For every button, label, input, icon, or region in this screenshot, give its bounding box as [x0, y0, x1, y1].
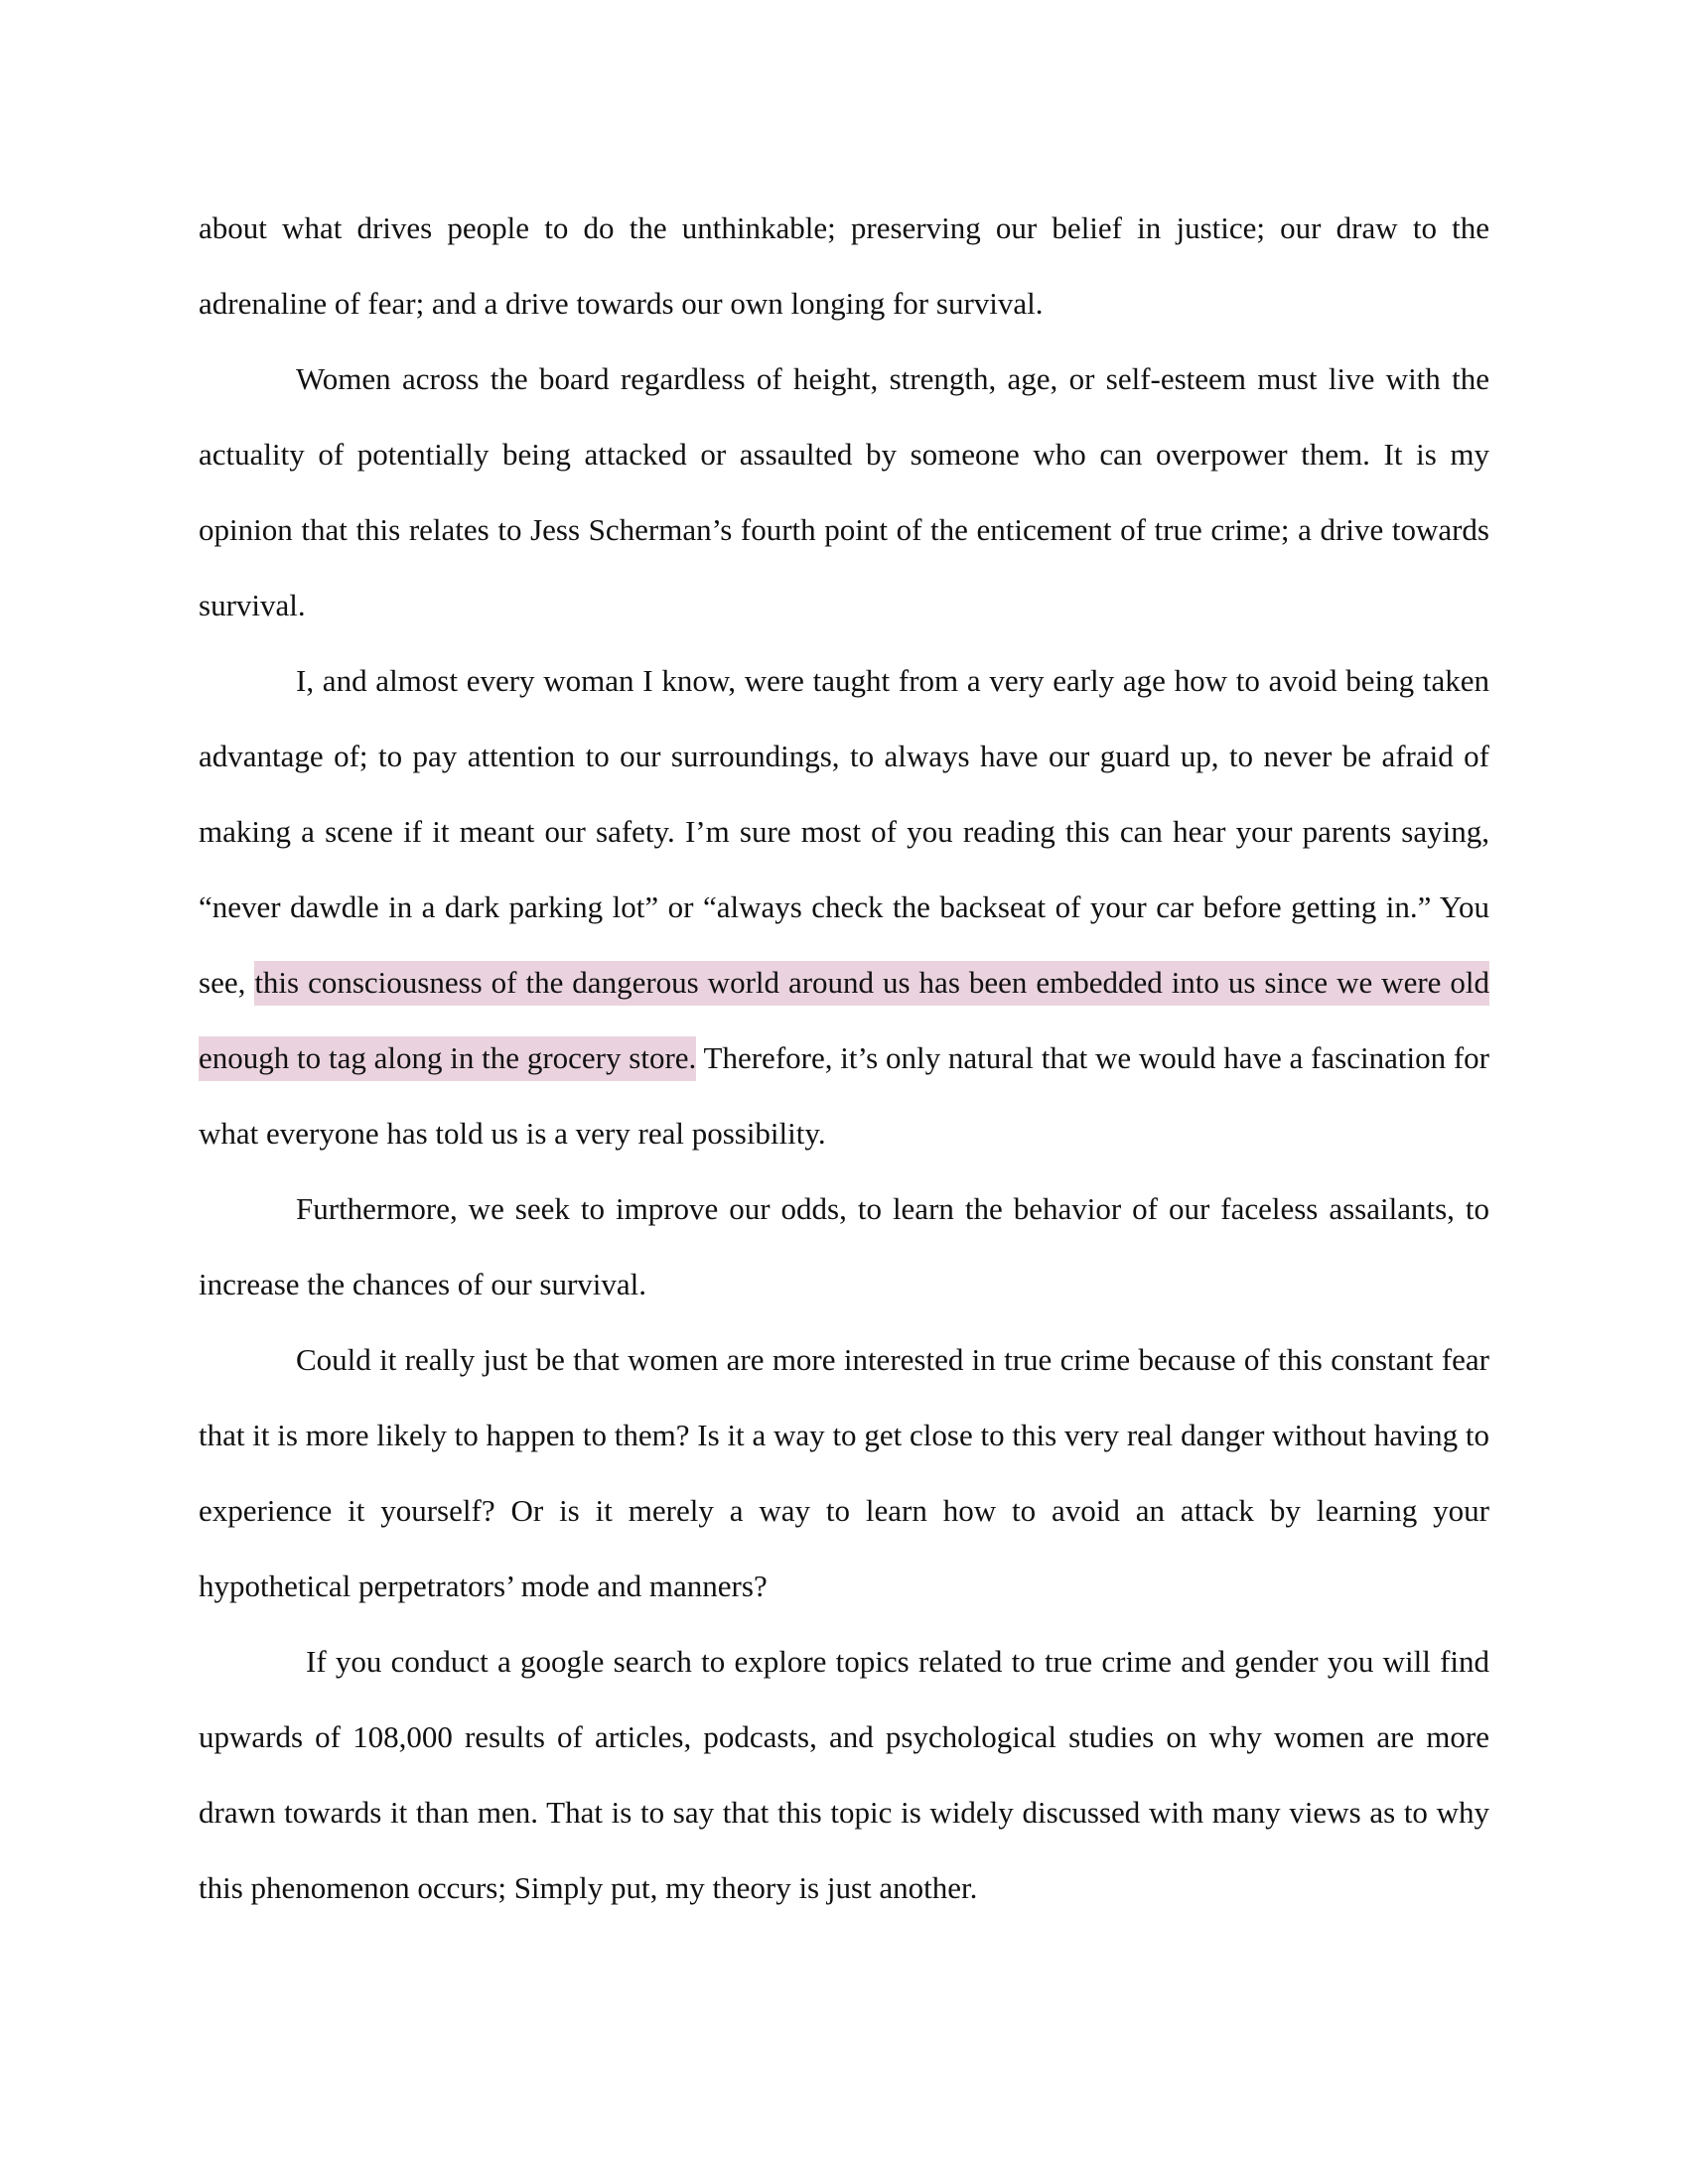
paragraph-improve-odds: Furthermore, we seek to improve our odds, to learn the behavior of our faceless assailants, to increase the chances of our survival. [199, 1191, 1489, 1301]
paragraph-questions: Could it really just be that women are more interested in true crime because of this constant fear that it is more likely to happen to them? Is it a way to get close to this very real danger without having to experience it yourself? Or is it merely a way to learn how to avoid an attack by learning your hypothetical perpetrators’ mode and manners? [199, 1342, 1489, 1603]
highlighted-passage: this consciousness of the dangerous world around us has been embedded into us since we were old enough to tag along in the grocery store. [199, 961, 1489, 1081]
paragraph-text-after-highlight: Therefore, it’s only natural that we would have a fascination for what everyone has told us is a very real possibility. [199, 1040, 1490, 1151]
paragraph-google-search: If you conduct a google search to explore topics related to true crime and gender you will find upwards of 108,000 results of articles, podcasts, and psychological studies on why women are more drawn towards it than men. That is to say that this topic is widely discussed with many views as to why this phenomenon occurs; Simply put, my theory is just another. [199, 1644, 1489, 1905]
paragraph-taught-safety [199, 643, 1489, 1171]
paragraph-women-survival: Women across the board regardless of height, strength, age, or self-esteem must live with the actuality of potentially being attacked or assaulted by someone who can overpower them. It is my opinion that this relates to Jess Scherman’s fourth point of the enticement of true crime; a drive towards survival. [199, 361, 1489, 622]
paragraph-continuation: about what drives people to do the unthinkable; preserving our belief in justice; our draw to the adrenaline of fear; and a drive towards our own longing for survival. [199, 210, 1489, 321]
document-body [199, 191, 1489, 1926]
paragraph-text-before-highlight: I, and almost every woman I know, were taught from a very early age how to avoid being taken advantage of; to pay attention to our surroundings, to always have our guard up, to never be afraid of making a scene if it meant our safety. I’m sure most of you reading this can hear your parents saying, “never dawdle in a dark parking lot” or “always check the backseat of your car before getting in.” You see, [199, 663, 1489, 1000]
